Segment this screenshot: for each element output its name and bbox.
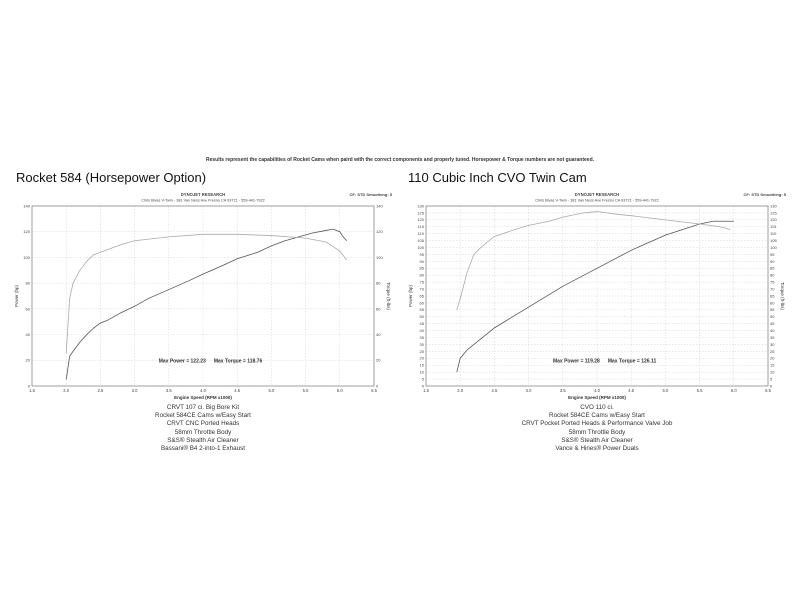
y-tick-label-right: 35: [770, 334, 775, 340]
y-tick-label-left: 65: [419, 293, 424, 299]
y-tick-label-right: 95: [770, 251, 775, 257]
power-curve: [457, 221, 734, 372]
dyno-chart-panel-left: [10, 192, 396, 462]
x-tick-label: 6.0: [730, 388, 737, 393]
y-tick-label-left: 20: [419, 355, 424, 361]
spec-line: Vance & Hines® Power Duals: [555, 445, 639, 453]
max-torque-label: Max Torque = 118.76: [213, 358, 263, 365]
x-tick-label: 2.0: [457, 388, 464, 393]
y-tick-label-left: 105: [417, 238, 424, 244]
spec-line: CRVT Pocket Ported Heads & Performance Valve Job: [521, 420, 673, 428]
x-tick-label: 2.5: [491, 388, 498, 393]
spec-line: S&S® Stealth Air Cleaner: [167, 436, 239, 444]
build-specs-right: [404, 404, 790, 453]
y-tick-label-left: 120: [23, 229, 30, 235]
x-tick-label: 4.5: [234, 388, 241, 393]
y-tick-label-right: 100: [770, 244, 777, 250]
x-tick-label: 6.5: [371, 388, 377, 393]
x-tick-label: 3.0: [131, 388, 138, 393]
y-tick-label-right: 70: [770, 286, 775, 292]
x-tick-label: 5.0: [268, 388, 275, 393]
y-axis-label-right: Torque (ft-lbs): [780, 282, 785, 310]
y-axis-label-right: Torque (ft-lbs): [386, 282, 391, 310]
y-tick-label-right: 105: [770, 238, 777, 244]
y-tick-label-left: 115: [417, 224, 424, 230]
x-tick-label: 3.5: [559, 388, 566, 393]
y-tick-label-right: 90: [770, 258, 775, 264]
y-tick-label-left: 70: [419, 286, 424, 292]
max-power-label: Max Power = 119.28: [552, 358, 600, 365]
header-settings: CF: STD Smoothing: 5: [743, 192, 786, 197]
y-tick-label-left: 95: [419, 251, 424, 257]
y-tick-label-right: 40: [376, 331, 381, 337]
y-tick-label-right: 25: [770, 348, 775, 354]
y-tick-label-right: 115: [770, 224, 777, 230]
y-tick-label-right: 80: [770, 272, 775, 278]
torque-curve: [457, 212, 731, 310]
x-tick-label: 4.0: [594, 388, 600, 393]
y-tick-label-right: 5: [770, 376, 773, 382]
y-axis-label-left: Power (hp): [408, 284, 413, 308]
x-tick-label: 6.0: [336, 388, 343, 393]
y-tick-label-left: 50: [419, 314, 424, 320]
y-tick-label-right: 110: [770, 231, 777, 237]
x-tick-label: 2.0: [63, 388, 70, 393]
y-tick-label-right: 0: [770, 383, 773, 389]
dyno-chart-right: [404, 192, 790, 402]
y-tick-label-left: 60: [25, 306, 30, 312]
y-tick-label-right: 40: [770, 328, 775, 334]
y-tick-label-left: 80: [25, 280, 30, 286]
torque-curve: [66, 234, 346, 354]
y-tick-label-left: 140: [23, 203, 30, 209]
y-tick-label-right: 30: [770, 341, 775, 347]
spec-line: CRVT CNC Ported Heads: [166, 420, 240, 428]
max-torque-label: Max Torque = 126.11: [607, 358, 657, 365]
x-tick-label: 5.5: [696, 388, 703, 393]
x-tick-label: 1.5: [423, 388, 429, 393]
y-tick-label-right: 130: [770, 203, 777, 209]
build-specs-left: [10, 404, 396, 453]
x-tick-label: 1.5: [29, 388, 35, 393]
y-tick-label-left: 100: [23, 254, 30, 260]
y-tick-label-right: 10: [770, 369, 775, 375]
y-tick-label-left: 120: [417, 217, 424, 223]
y-tick-label-left: 75: [419, 279, 424, 285]
y-tick-label-right: 45: [770, 321, 775, 327]
y-tick-label-right: 50: [770, 314, 775, 320]
y-tick-label-left: 40: [419, 328, 424, 334]
spec-line: S&S® Stealth Air Cleaner: [561, 436, 633, 444]
y-tick-label-right: 125: [770, 210, 777, 216]
y-tick-label-left: 5: [421, 376, 424, 382]
y-tick-label-right: 15: [770, 362, 775, 368]
spec-line: 58mm Throttle Body: [174, 428, 232, 436]
y-tick-label-left: 60: [419, 300, 424, 306]
y-tick-label-left: 100: [417, 244, 424, 250]
y-tick-label-left: 85: [419, 265, 424, 271]
dyno-chart-panel-right: [404, 192, 790, 462]
y-tick-label-right: 60: [376, 306, 381, 312]
y-tick-label-left: 0: [421, 383, 424, 389]
header-company: DYNOJET RESEARCH: [574, 192, 620, 197]
header-address: Chris Bivas V-Twin - 381 Van Ness Ave Fresno CA 93721 - 559-441-7922: [141, 198, 265, 203]
y-tick-label-right: 65: [770, 293, 775, 299]
y-tick-label-left: 90: [419, 258, 424, 264]
y-tick-label-right: 120: [376, 229, 383, 235]
disclaimer-text: Results represent the capabilities of Rocket Cams when paird with the correct components and properly tuned. Horsepower & Torque numbers are not guaranteed.: [205, 157, 595, 163]
spec-line: Rocket 584CE Cams w/Easy Start: [155, 412, 251, 420]
x-tick-label: 4.5: [628, 388, 635, 393]
dyno-chart-left: [10, 192, 396, 402]
y-tick-label-right: 140: [376, 203, 383, 209]
header-address: Chris Bivas V-Twin - 381 Van Ness Ave Fresno CA 93721 - 559-441-7922: [535, 198, 659, 203]
y-axis-label-left: Power (hp): [14, 284, 19, 308]
y-tick-label-right: 20: [770, 355, 775, 361]
y-tick-label-left: 0: [27, 383, 30, 389]
x-tick-label: 5.5: [302, 388, 309, 393]
spec-line: Rocket 584CE Cams w/Easy Start: [549, 412, 645, 420]
y-tick-label-right: 100: [376, 254, 383, 260]
y-tick-label-left: 125: [417, 210, 424, 216]
spec-line: CRVT 107 ci. Big Bore Kit: [166, 404, 240, 411]
y-tick-label-right: 80: [376, 280, 381, 286]
header-settings: CF: STD Smoothing: 5: [349, 192, 392, 197]
power-curve: [66, 229, 346, 379]
y-tick-label-right: 60: [770, 300, 775, 306]
y-tick-label-right: 0: [376, 383, 379, 389]
x-axis-label: Engine Speed (RPM x1000): [568, 395, 626, 400]
y-tick-label-right: 20: [376, 357, 381, 363]
spec-line: Bassani® B4 2-into-1 Exhaust: [160, 445, 246, 453]
x-axis-label: Engine Speed (RPM x1000): [174, 395, 232, 400]
x-tick-label: 5.0: [662, 388, 669, 393]
y-tick-label-left: 80: [419, 272, 424, 278]
y-tick-label-left: 35: [419, 334, 424, 340]
y-tick-label-left: 45: [419, 321, 424, 327]
y-tick-label-right: 75: [770, 279, 775, 285]
spec-line: 58mm Throttle Body: [568, 428, 626, 436]
max-power-label: Max Power = 122.23: [158, 358, 206, 365]
x-tick-label: 4.0: [200, 388, 206, 393]
chart-title-left: Rocket 584 (Horsepower Option): [16, 170, 207, 185]
x-tick-label: 2.5: [97, 388, 104, 393]
x-tick-label: 3.5: [165, 388, 172, 393]
y-tick-label-left: 130: [417, 203, 424, 209]
y-tick-label-left: 15: [419, 362, 424, 368]
y-tick-label-left: 25: [419, 348, 424, 354]
x-tick-label: 3.0: [525, 388, 532, 393]
y-tick-label-left: 20: [25, 357, 30, 363]
x-tick-label: 6.5: [765, 388, 771, 393]
y-tick-label-right: 120: [770, 217, 777, 223]
spec-line: CVO 110 ci.: [580, 404, 614, 411]
y-tick-label-left: 10: [419, 369, 424, 375]
y-tick-label-left: 40: [25, 331, 30, 337]
y-tick-label-right: 55: [770, 307, 775, 313]
chart-title-right: 110 Cubic Inch CVO Twin Cam: [408, 170, 587, 185]
y-tick-label-left: 110: [417, 231, 424, 237]
y-tick-label-left: 30: [419, 341, 424, 347]
y-tick-label-left: 55: [419, 307, 424, 313]
header-company: DYNOJET RESEARCH: [180, 192, 226, 197]
y-tick-label-right: 85: [770, 265, 775, 271]
